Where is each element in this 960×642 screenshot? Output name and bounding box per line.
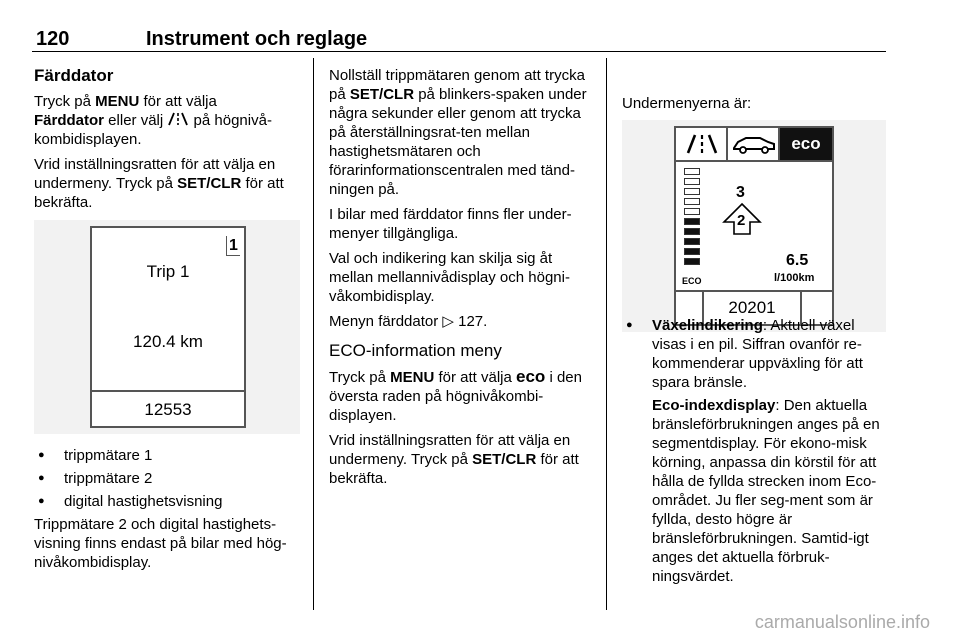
eco-segment <box>684 188 700 195</box>
car-icon <box>728 128 780 160</box>
text: Vrid inställningsratten för att välja en undermeny. Tryck på <box>329 432 571 468</box>
eco-segment <box>684 168 700 175</box>
eco-segment <box>684 258 700 265</box>
paragraph <box>329 367 595 425</box>
column-divider <box>313 58 314 610</box>
list-item: ● trippmätare 1 <box>34 446 304 465</box>
column-divider <box>606 58 607 610</box>
eco-segment <box>684 178 700 185</box>
paragraph: Trippmätare 2 och digital hastighets-visning finns endast på bilar med hög-nivåkombidisplay. <box>34 516 287 571</box>
term: Eco-indexdisplay <box>652 397 776 414</box>
set-clr-keyword: SET/CLR <box>349 86 415 103</box>
eco-segment <box>684 248 700 255</box>
page-reference-icon: ▷ <box>442 313 454 330</box>
set-clr-keyword: SET/CLR <box>472 451 537 468</box>
text: för att välja <box>139 93 217 110</box>
text: i den översta raden på högnivåkombi-displayen. <box>329 369 582 424</box>
screen-divider <box>92 390 244 392</box>
text: för att bekräfta. <box>34 175 284 211</box>
eco-display-figure <box>622 120 886 332</box>
paragraph <box>34 155 300 212</box>
paragraph: Val och indikering kan skilja sig åt mellan mellannivådisplay och högni-våkombidisplay. <box>329 250 570 305</box>
paragraph <box>329 312 595 331</box>
section-heading: Färddator <box>34 66 114 85</box>
eco-segment <box>684 218 700 225</box>
trip-title: Trip 1 <box>146 262 190 281</box>
eco-segment <box>684 238 700 245</box>
trip-computer-icon <box>167 112 189 126</box>
watermark: carmanualsonline.info <box>754 612 930 632</box>
trip-number-badge: 1 <box>226 236 240 256</box>
trip-computer-icon <box>676 128 728 160</box>
consumption-value: 6.5 <box>786 252 809 269</box>
text: Vrid inställningsratten för att välja en undermeny. Tryck på <box>34 156 276 192</box>
text: för att bekräfta. <box>329 451 579 487</box>
column-3-text <box>622 316 892 592</box>
text: : Den aktuella bränsleförbrukningen anges på en segmentdisplay. För ekono-misk körning, anpassa din körstil för att hålla de fyllda strecken inom Eco-området. Ju fler seg-ment som är fyllda, desto högre är bränsleförbrukningen. Samtid-igt anges det aktuella förbruk-ningsvärdet. <box>652 397 880 585</box>
term: Växelindikering <box>652 317 763 334</box>
odometer-value: 20201 <box>704 292 802 326</box>
set-clr-keyword: SET/CLR <box>177 175 242 192</box>
eco-display-screen <box>674 126 834 326</box>
trip-computer-tab <box>676 128 728 160</box>
eco-segment <box>684 228 700 235</box>
text: : Aktuell växel visas i en pil. Siffran ovanför re-kommenderar uppväxling för att spara bränsle. <box>652 317 863 391</box>
column-3-intro <box>622 94 892 119</box>
text: eller välj <box>104 112 168 129</box>
list-item: ● trippmätare 2 <box>34 469 304 488</box>
consumption-unit: l/100km <box>774 272 815 284</box>
list-item: ● digital hastighetsvisning <box>34 492 304 511</box>
chapter-title: Instrument och reglage <box>146 28 368 50</box>
text: för att välja <box>434 369 516 386</box>
eco-tab: eco <box>780 128 832 160</box>
paragraph: I bilar med färddator finns fler under-menyer tillgängliga. <box>329 206 572 242</box>
list-item <box>622 316 892 392</box>
text: Nollställ trippmätaren genom att trycka på <box>329 67 585 103</box>
odometer-value: 12553 <box>144 400 192 419</box>
current-gear: 2 <box>737 212 746 229</box>
eco-symbol: eco <box>516 367 546 386</box>
trip-computer-keyword: Färddator <box>34 112 105 129</box>
trip-distance: 120.4 km <box>133 332 203 351</box>
text: på blinkers-spaken under några sekunder eller genom att trycka på återställningsrat-ten mellan hastighetsmätaren och förarinformationscentralen med tänd-ningen på. <box>329 86 587 198</box>
column-1-lower <box>34 446 304 578</box>
column-2 <box>329 66 595 494</box>
section-heading: ECO-information meny <box>329 341 502 360</box>
trip-display-figure <box>34 220 300 434</box>
page-header <box>32 26 886 52</box>
text: på högnivå-kombidisplayen. <box>34 112 272 148</box>
column-1 <box>34 66 300 218</box>
vehicle-tab <box>728 128 780 160</box>
page-reference: 127. <box>458 313 488 330</box>
eco-label: ECO <box>682 276 702 286</box>
text: Tryck på <box>34 93 96 110</box>
paragraph <box>329 431 595 488</box>
eco-tab-row <box>676 128 832 162</box>
eco-segment <box>684 198 700 205</box>
paragraph <box>329 66 595 199</box>
paragraph: Undermenyerna är: <box>622 95 752 112</box>
menu-keyword: MENU <box>95 93 140 110</box>
text: Tryck på <box>329 369 391 386</box>
text: Menyn färddator <box>329 313 443 330</box>
trip-display-screen <box>90 226 246 428</box>
eco-segment <box>684 208 700 215</box>
menu-keyword: MENU <box>390 369 435 386</box>
recommended-gear: 3 <box>736 184 745 201</box>
paragraph <box>34 92 300 149</box>
paragraph <box>622 396 892 586</box>
page-number: 120 <box>36 28 70 50</box>
